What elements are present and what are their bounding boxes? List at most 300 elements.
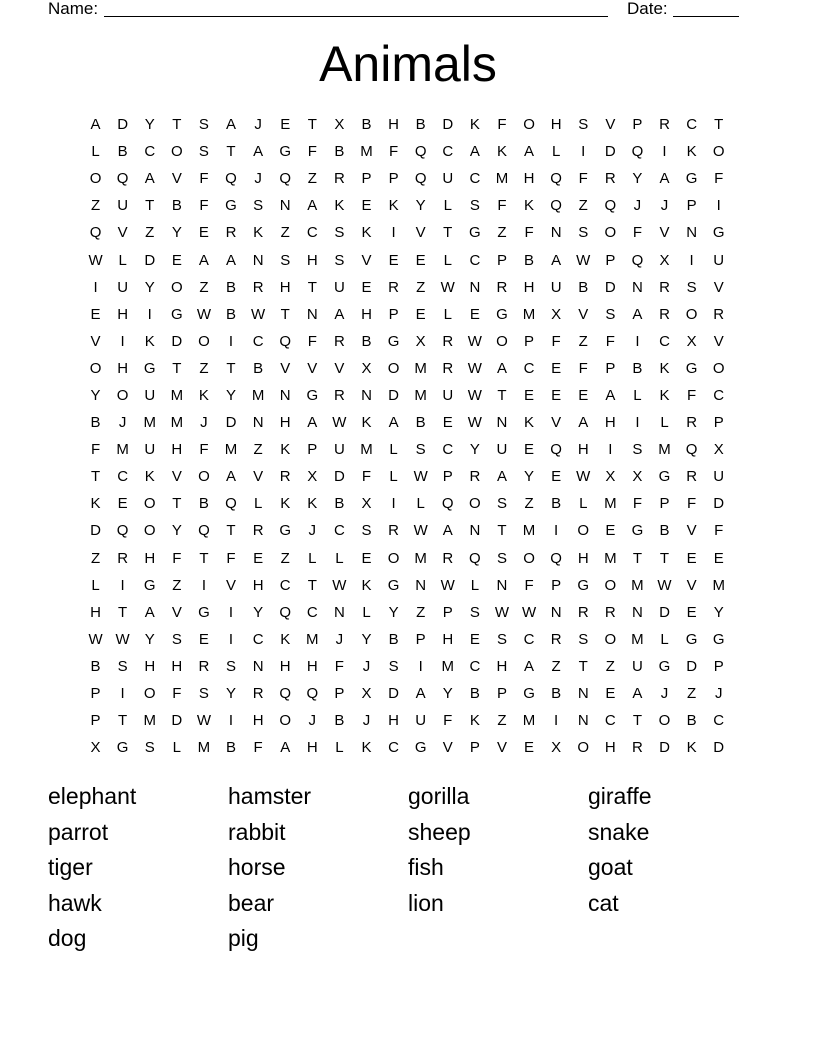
word-list-item: giraffe bbox=[588, 783, 652, 809]
grid-letter: E bbox=[388, 251, 399, 269]
grid-letter: R bbox=[333, 386, 345, 404]
grid-letter: Q bbox=[604, 197, 617, 215]
grid-letter: G bbox=[658, 468, 671, 486]
grid-letter: V bbox=[713, 278, 724, 296]
grid-letter: D bbox=[117, 116, 129, 134]
grid-letter: R bbox=[469, 468, 481, 486]
grid-letter: N bbox=[279, 386, 291, 404]
grid-letter: J bbox=[660, 197, 669, 215]
grid-letter: U bbox=[632, 657, 643, 675]
grid-letter: H bbox=[144, 549, 156, 567]
grid-letter: S bbox=[632, 441, 643, 459]
grid-letter: M bbox=[414, 359, 427, 377]
grid-letter: B bbox=[334, 143, 345, 161]
grid-letter: V bbox=[442, 739, 453, 757]
grid-letter: V bbox=[90, 332, 101, 350]
grid-letter: S bbox=[469, 603, 480, 621]
grid-letter: Y bbox=[388, 603, 399, 621]
grid-letter: F bbox=[253, 739, 263, 757]
grid-letter: H bbox=[90, 603, 101, 621]
grid-letter: K bbox=[144, 332, 155, 350]
grid-letter: W bbox=[332, 576, 347, 594]
grid-letter: Q bbox=[441, 495, 454, 513]
grid-letter: T bbox=[578, 657, 588, 675]
grid-letter: H bbox=[306, 251, 318, 269]
grid-letter: F bbox=[199, 170, 209, 188]
grid-letter: D bbox=[171, 712, 183, 730]
grid-letter: K bbox=[361, 414, 372, 432]
grid-letter: P bbox=[388, 170, 399, 188]
grid-letter: O bbox=[712, 143, 725, 161]
grid-letter: F bbox=[199, 441, 209, 459]
grid-letter: U bbox=[713, 468, 725, 486]
grid-letter: W bbox=[88, 630, 103, 648]
grid-letter: S bbox=[117, 657, 128, 675]
grid-letter: S bbox=[198, 143, 209, 161]
grid-letter: I bbox=[147, 305, 152, 323]
grid-letter: T bbox=[632, 712, 642, 730]
grid-letter: B bbox=[90, 414, 101, 432]
grid-letter: F bbox=[361, 468, 372, 486]
grid-letter: O bbox=[198, 468, 210, 486]
grid-letter: E bbox=[686, 549, 697, 567]
grid-letter: R bbox=[252, 522, 264, 540]
grid-letter: L bbox=[443, 197, 452, 215]
grid-letter: G bbox=[685, 170, 698, 188]
grid-letter: B bbox=[551, 495, 562, 513]
grid-letter: M bbox=[414, 386, 427, 404]
grid-letter: G bbox=[170, 305, 183, 323]
grid-letter: T bbox=[118, 603, 128, 621]
grid-letter: V bbox=[578, 305, 589, 323]
grid-letter: U bbox=[713, 251, 725, 269]
grid-letter: D bbox=[90, 522, 101, 540]
grid-letter: Q bbox=[631, 143, 644, 161]
grid-letter: Q bbox=[306, 685, 319, 703]
grid-letter: O bbox=[89, 170, 102, 188]
grid-letter: F bbox=[714, 522, 724, 540]
grid-letter: S bbox=[686, 278, 697, 296]
grid-letter: O bbox=[387, 359, 400, 377]
grid-letter: S bbox=[578, 224, 589, 242]
grid-letter: L bbox=[335, 549, 344, 567]
grid-letter: R bbox=[577, 603, 589, 621]
grid-letter: A bbox=[551, 251, 562, 269]
grid-letter: W bbox=[657, 576, 672, 594]
grid-letter: F bbox=[551, 332, 561, 350]
grid-letter: T bbox=[280, 305, 290, 323]
grid-letter: A bbox=[469, 143, 480, 161]
grid-letter: H bbox=[523, 278, 535, 296]
grid-letter: Y bbox=[144, 630, 155, 648]
grid-letter: G bbox=[225, 197, 237, 215]
grid-letter: K bbox=[280, 495, 291, 513]
grid-letter: W bbox=[521, 603, 537, 621]
grid-letter: A bbox=[334, 305, 345, 323]
grid-letter: R bbox=[388, 522, 399, 540]
grid-letter: V bbox=[280, 359, 291, 377]
grid-letter: X bbox=[334, 116, 345, 134]
grid-letter: E bbox=[524, 386, 535, 404]
grid-letter: W bbox=[196, 305, 211, 323]
grid-letter: M bbox=[360, 143, 373, 161]
grid-letter: W bbox=[467, 414, 482, 432]
grid-letter: G bbox=[685, 359, 698, 377]
grid-letter: P bbox=[442, 603, 453, 621]
grid-letter: B bbox=[388, 630, 399, 648]
grid-letter: G bbox=[577, 576, 590, 594]
grid-letter: L bbox=[416, 495, 425, 513]
grid-letter: K bbox=[90, 495, 101, 513]
grid-letter: Q bbox=[279, 603, 292, 621]
grid-letter: B bbox=[334, 495, 345, 513]
grid-letter: T bbox=[307, 576, 317, 594]
grid-letter: C bbox=[713, 712, 725, 730]
grid-letter: B bbox=[578, 278, 589, 296]
grid-letter: H bbox=[577, 549, 589, 567]
grid-letter: J bbox=[118, 414, 127, 432]
grid-letter: Y bbox=[524, 468, 535, 486]
grid-letter: W bbox=[494, 603, 510, 621]
grid-letter: R bbox=[117, 549, 129, 567]
grid-letter: H bbox=[604, 414, 616, 432]
grid-letter: K bbox=[686, 739, 697, 757]
word-list-item: goat bbox=[588, 854, 633, 880]
grid-letter: Z bbox=[578, 332, 588, 350]
grid-letter: K bbox=[307, 495, 318, 513]
grid-letter: C bbox=[333, 522, 345, 540]
grid-letter: E bbox=[90, 305, 101, 323]
grid-letter: A bbox=[226, 116, 237, 134]
grid-letter: E bbox=[253, 549, 264, 567]
grid-letter: C bbox=[713, 386, 725, 404]
grid-letter: Q bbox=[550, 170, 562, 188]
grid-letter: D bbox=[713, 739, 725, 757]
grid-letter: W bbox=[576, 251, 591, 269]
grid-letter: E bbox=[551, 386, 562, 404]
grid-letter: B bbox=[361, 332, 372, 350]
page-title: Animals bbox=[319, 36, 497, 92]
grid-letter: Y bbox=[713, 603, 724, 621]
grid-letter: I bbox=[581, 143, 586, 161]
grid-letter: S bbox=[226, 657, 237, 675]
grid-letter: I bbox=[554, 522, 559, 540]
grid-letter: W bbox=[440, 278, 455, 296]
grid-letter: K bbox=[524, 197, 535, 215]
grid-letter: N bbox=[415, 576, 427, 594]
grid-letter: A bbox=[144, 170, 155, 188]
grid-letter: K bbox=[253, 224, 264, 242]
grid-letter: Z bbox=[497, 224, 507, 242]
grid-letter: M bbox=[170, 414, 184, 432]
grid-letter: H bbox=[117, 359, 129, 377]
grid-letter: W bbox=[88, 251, 103, 269]
grid-letter: K bbox=[280, 630, 291, 648]
grid-letter: F bbox=[687, 386, 697, 404]
grid-letter: Q bbox=[225, 495, 237, 513]
grid-letter: F bbox=[524, 576, 534, 594]
grid-letter: H bbox=[171, 441, 183, 459]
grid-letter: M bbox=[495, 170, 509, 188]
word-list-item: parrot bbox=[48, 818, 109, 845]
grid-letter: K bbox=[388, 197, 399, 215]
grid-letter: W bbox=[576, 468, 591, 486]
grid-letter: S bbox=[198, 116, 209, 134]
grid-letter: T bbox=[307, 116, 317, 134]
grid-letter: H bbox=[442, 630, 454, 648]
grid-letter: P bbox=[334, 685, 345, 703]
grid-letter: G bbox=[523, 685, 535, 703]
grid-letter: O bbox=[712, 359, 725, 377]
grid-letter: T bbox=[90, 468, 101, 486]
grid-letter: B bbox=[361, 116, 372, 134]
grid-letter: M bbox=[712, 576, 725, 594]
grid-letter: H bbox=[252, 712, 264, 730]
grid-letter: W bbox=[467, 359, 482, 377]
grid-letter: I bbox=[120, 332, 125, 350]
grid-letter: S bbox=[198, 685, 209, 703]
grid-letter: D bbox=[604, 278, 616, 296]
grid-letter: S bbox=[415, 441, 426, 459]
grid-letter: G bbox=[469, 224, 481, 242]
grid-letter: R bbox=[442, 549, 454, 567]
grid-letter: P bbox=[307, 441, 318, 459]
date-label: Date: bbox=[627, 0, 668, 18]
grid-letter: B bbox=[415, 116, 426, 134]
grid-letter: G bbox=[631, 522, 644, 540]
grid-letter: U bbox=[144, 441, 156, 459]
grid-letter: Y bbox=[442, 685, 453, 703]
word-list bbox=[48, 779, 768, 957]
grid-letter: Y bbox=[361, 630, 372, 648]
grid-letter: V bbox=[686, 576, 697, 594]
grid-letter: Y bbox=[226, 386, 237, 404]
grid-letter: E bbox=[280, 116, 291, 134]
grid-letter: I bbox=[93, 278, 98, 296]
grid-letter: R bbox=[225, 224, 237, 242]
grid-letter: U bbox=[415, 712, 427, 730]
grid-letter: T bbox=[172, 116, 182, 134]
grid-letter: Q bbox=[225, 170, 237, 188]
grid-letter: I bbox=[120, 576, 125, 594]
grid-letter: S bbox=[361, 522, 372, 540]
grid-letter: B bbox=[524, 251, 535, 269]
grid-letter: I bbox=[662, 143, 667, 161]
grid-letter: V bbox=[415, 224, 426, 242]
grid-letter: R bbox=[713, 305, 725, 323]
grid-letter: W bbox=[196, 712, 211, 730]
grid-letter: U bbox=[117, 197, 129, 215]
grid-letter: B bbox=[198, 495, 209, 513]
grid-letter: F bbox=[714, 170, 724, 188]
grid-letter: A bbox=[388, 414, 399, 432]
grid-letter: R bbox=[686, 468, 698, 486]
grid-letter: A bbox=[226, 251, 237, 269]
grid-letter: I bbox=[120, 685, 125, 703]
grid-letter: E bbox=[605, 522, 616, 540]
grid-letter: E bbox=[361, 197, 372, 215]
grid-letter: G bbox=[712, 630, 725, 648]
grid-letter: M bbox=[414, 549, 427, 567]
grid-letter: S bbox=[280, 251, 291, 269]
grid-letter: M bbox=[170, 386, 184, 404]
grid-letter: Q bbox=[279, 332, 292, 350]
grid-letter: I bbox=[228, 603, 234, 621]
word-list-item: fish bbox=[408, 854, 444, 880]
grid-letter: A bbox=[659, 170, 670, 188]
word-list-item: sheep bbox=[408, 818, 471, 845]
grid-letter: A bbox=[307, 414, 318, 432]
grid-letter: F bbox=[172, 549, 182, 567]
grid-letter: B bbox=[90, 657, 101, 675]
grid-letter: A bbox=[442, 522, 453, 540]
grid-letter: L bbox=[362, 603, 371, 621]
grid-letter: X bbox=[361, 685, 372, 703]
grid-letter: E bbox=[361, 549, 372, 567]
grid-letter: E bbox=[198, 630, 209, 648]
grid-letter: A bbox=[496, 468, 507, 486]
grid-letter: A bbox=[253, 143, 264, 161]
grid-letter: Q bbox=[685, 441, 698, 459]
grid-letter: P bbox=[361, 170, 372, 188]
grid-letter: X bbox=[90, 739, 101, 757]
grid-letter: K bbox=[334, 197, 345, 215]
grid-letter: B bbox=[171, 197, 182, 215]
grid-letter: O bbox=[89, 359, 102, 377]
grid-letter: D bbox=[442, 116, 454, 134]
grid-letter: F bbox=[632, 495, 642, 513]
grid-letter: P bbox=[686, 197, 697, 215]
grid-letter: D bbox=[686, 657, 698, 675]
grid-letter: D bbox=[144, 251, 156, 269]
grid-letter: F bbox=[307, 332, 317, 350]
grid-letter: O bbox=[604, 630, 617, 648]
grid-letter: L bbox=[660, 414, 669, 432]
grid-letter: L bbox=[91, 576, 100, 594]
word-list-item: pig bbox=[228, 925, 259, 951]
grid-letter: R bbox=[442, 332, 454, 350]
grid-letter: C bbox=[604, 712, 616, 730]
grid-letter: P bbox=[442, 468, 453, 486]
grid-letter: E bbox=[713, 549, 724, 567]
grid-letter: G bbox=[712, 224, 725, 242]
grid-letter: R bbox=[659, 278, 670, 296]
grid-letter: D bbox=[388, 685, 399, 703]
word-list-item: horse bbox=[228, 854, 286, 880]
grid-letter: R bbox=[252, 278, 264, 296]
grid-letter: Y bbox=[253, 603, 264, 621]
grid-letter: S bbox=[388, 657, 399, 675]
grid-letter: R bbox=[388, 278, 399, 296]
grid-letter: F bbox=[307, 143, 317, 161]
grid-letter: A bbox=[144, 603, 155, 621]
grid-letter: G bbox=[414, 739, 427, 757]
grid-letter: I bbox=[201, 576, 206, 594]
grid-letter: W bbox=[413, 468, 428, 486]
grid-letter: H bbox=[604, 739, 616, 757]
grid-letter: E bbox=[469, 305, 480, 323]
grid-letter: O bbox=[604, 224, 617, 242]
grid-letter: C bbox=[144, 143, 156, 161]
grid-letter: E bbox=[524, 441, 535, 459]
grid-letter: V bbox=[361, 251, 372, 269]
grid-letter: R bbox=[442, 359, 454, 377]
word-list-item: dog bbox=[48, 925, 87, 951]
grid-letter: O bbox=[279, 712, 292, 730]
grid-letter: E bbox=[524, 739, 535, 757]
grid-letter: N bbox=[686, 224, 698, 242]
word-list-item: cat bbox=[588, 889, 619, 916]
grid-letter: H bbox=[279, 278, 291, 296]
grid-letter: P bbox=[496, 685, 507, 703]
word-list-item: snake bbox=[588, 818, 650, 845]
grid-letter: H bbox=[306, 739, 318, 757]
grid-letter: B bbox=[117, 143, 128, 161]
grid-letter: C bbox=[388, 739, 399, 757]
grid-letter: V bbox=[226, 576, 237, 594]
grid-letter: U bbox=[333, 278, 345, 296]
grid-letter: A bbox=[90, 116, 101, 134]
grid-letter: Q bbox=[550, 197, 562, 215]
grid-letter: D bbox=[388, 386, 399, 404]
grid-letter: C bbox=[469, 170, 481, 188]
grid-letter: H bbox=[523, 170, 535, 188]
grid-letter: L bbox=[551, 143, 561, 161]
grid-letter: A bbox=[415, 685, 426, 703]
grid-letter: L bbox=[335, 739, 344, 757]
grid-letter: S bbox=[171, 630, 182, 648]
grid-letter: F bbox=[334, 657, 344, 675]
grid-letter: L bbox=[91, 143, 100, 161]
grid-letter: C bbox=[306, 603, 318, 621]
grid-letter: M bbox=[197, 739, 211, 757]
grid-letter: H bbox=[361, 305, 372, 323]
grid-letter: F bbox=[687, 495, 697, 513]
grid-letter: R bbox=[659, 305, 670, 323]
grid-letter: L bbox=[579, 495, 588, 513]
grid-letter: R bbox=[632, 739, 643, 757]
grid-letter: W bbox=[115, 630, 130, 648]
grid-letter: V bbox=[171, 468, 182, 486]
grid-letter: E bbox=[605, 685, 616, 703]
grid-letter: K bbox=[469, 116, 480, 134]
grid-letter: D bbox=[333, 468, 345, 486]
grid-letter: S bbox=[496, 495, 507, 513]
grid-letter: Q bbox=[116, 170, 129, 188]
grid-letter: C bbox=[469, 657, 481, 675]
header bbox=[48, 0, 748, 20]
grid-letter: R bbox=[252, 685, 264, 703]
grid-letter: H bbox=[577, 441, 589, 459]
grid-letter: W bbox=[440, 576, 455, 594]
grid-letter: E bbox=[415, 305, 426, 323]
grid-letter: X bbox=[605, 468, 616, 486]
grid-letter: O bbox=[198, 332, 210, 350]
grid-letter: V bbox=[659, 224, 670, 242]
word-list-item: hamster bbox=[228, 783, 312, 809]
grid-letter: Z bbox=[605, 657, 615, 675]
grid-letter: Z bbox=[280, 549, 290, 567]
grid-letter: A bbox=[280, 739, 291, 757]
grid-letter: Z bbox=[524, 495, 534, 513]
grid-letter: H bbox=[171, 657, 183, 675]
grid-letter: L bbox=[253, 495, 263, 513]
grid-letter: E bbox=[578, 386, 589, 404]
grid-letter: L bbox=[633, 386, 642, 404]
grid-letter: J bbox=[714, 685, 723, 703]
grid-letter: A bbox=[605, 386, 616, 404]
grid-letter: O bbox=[116, 386, 129, 404]
